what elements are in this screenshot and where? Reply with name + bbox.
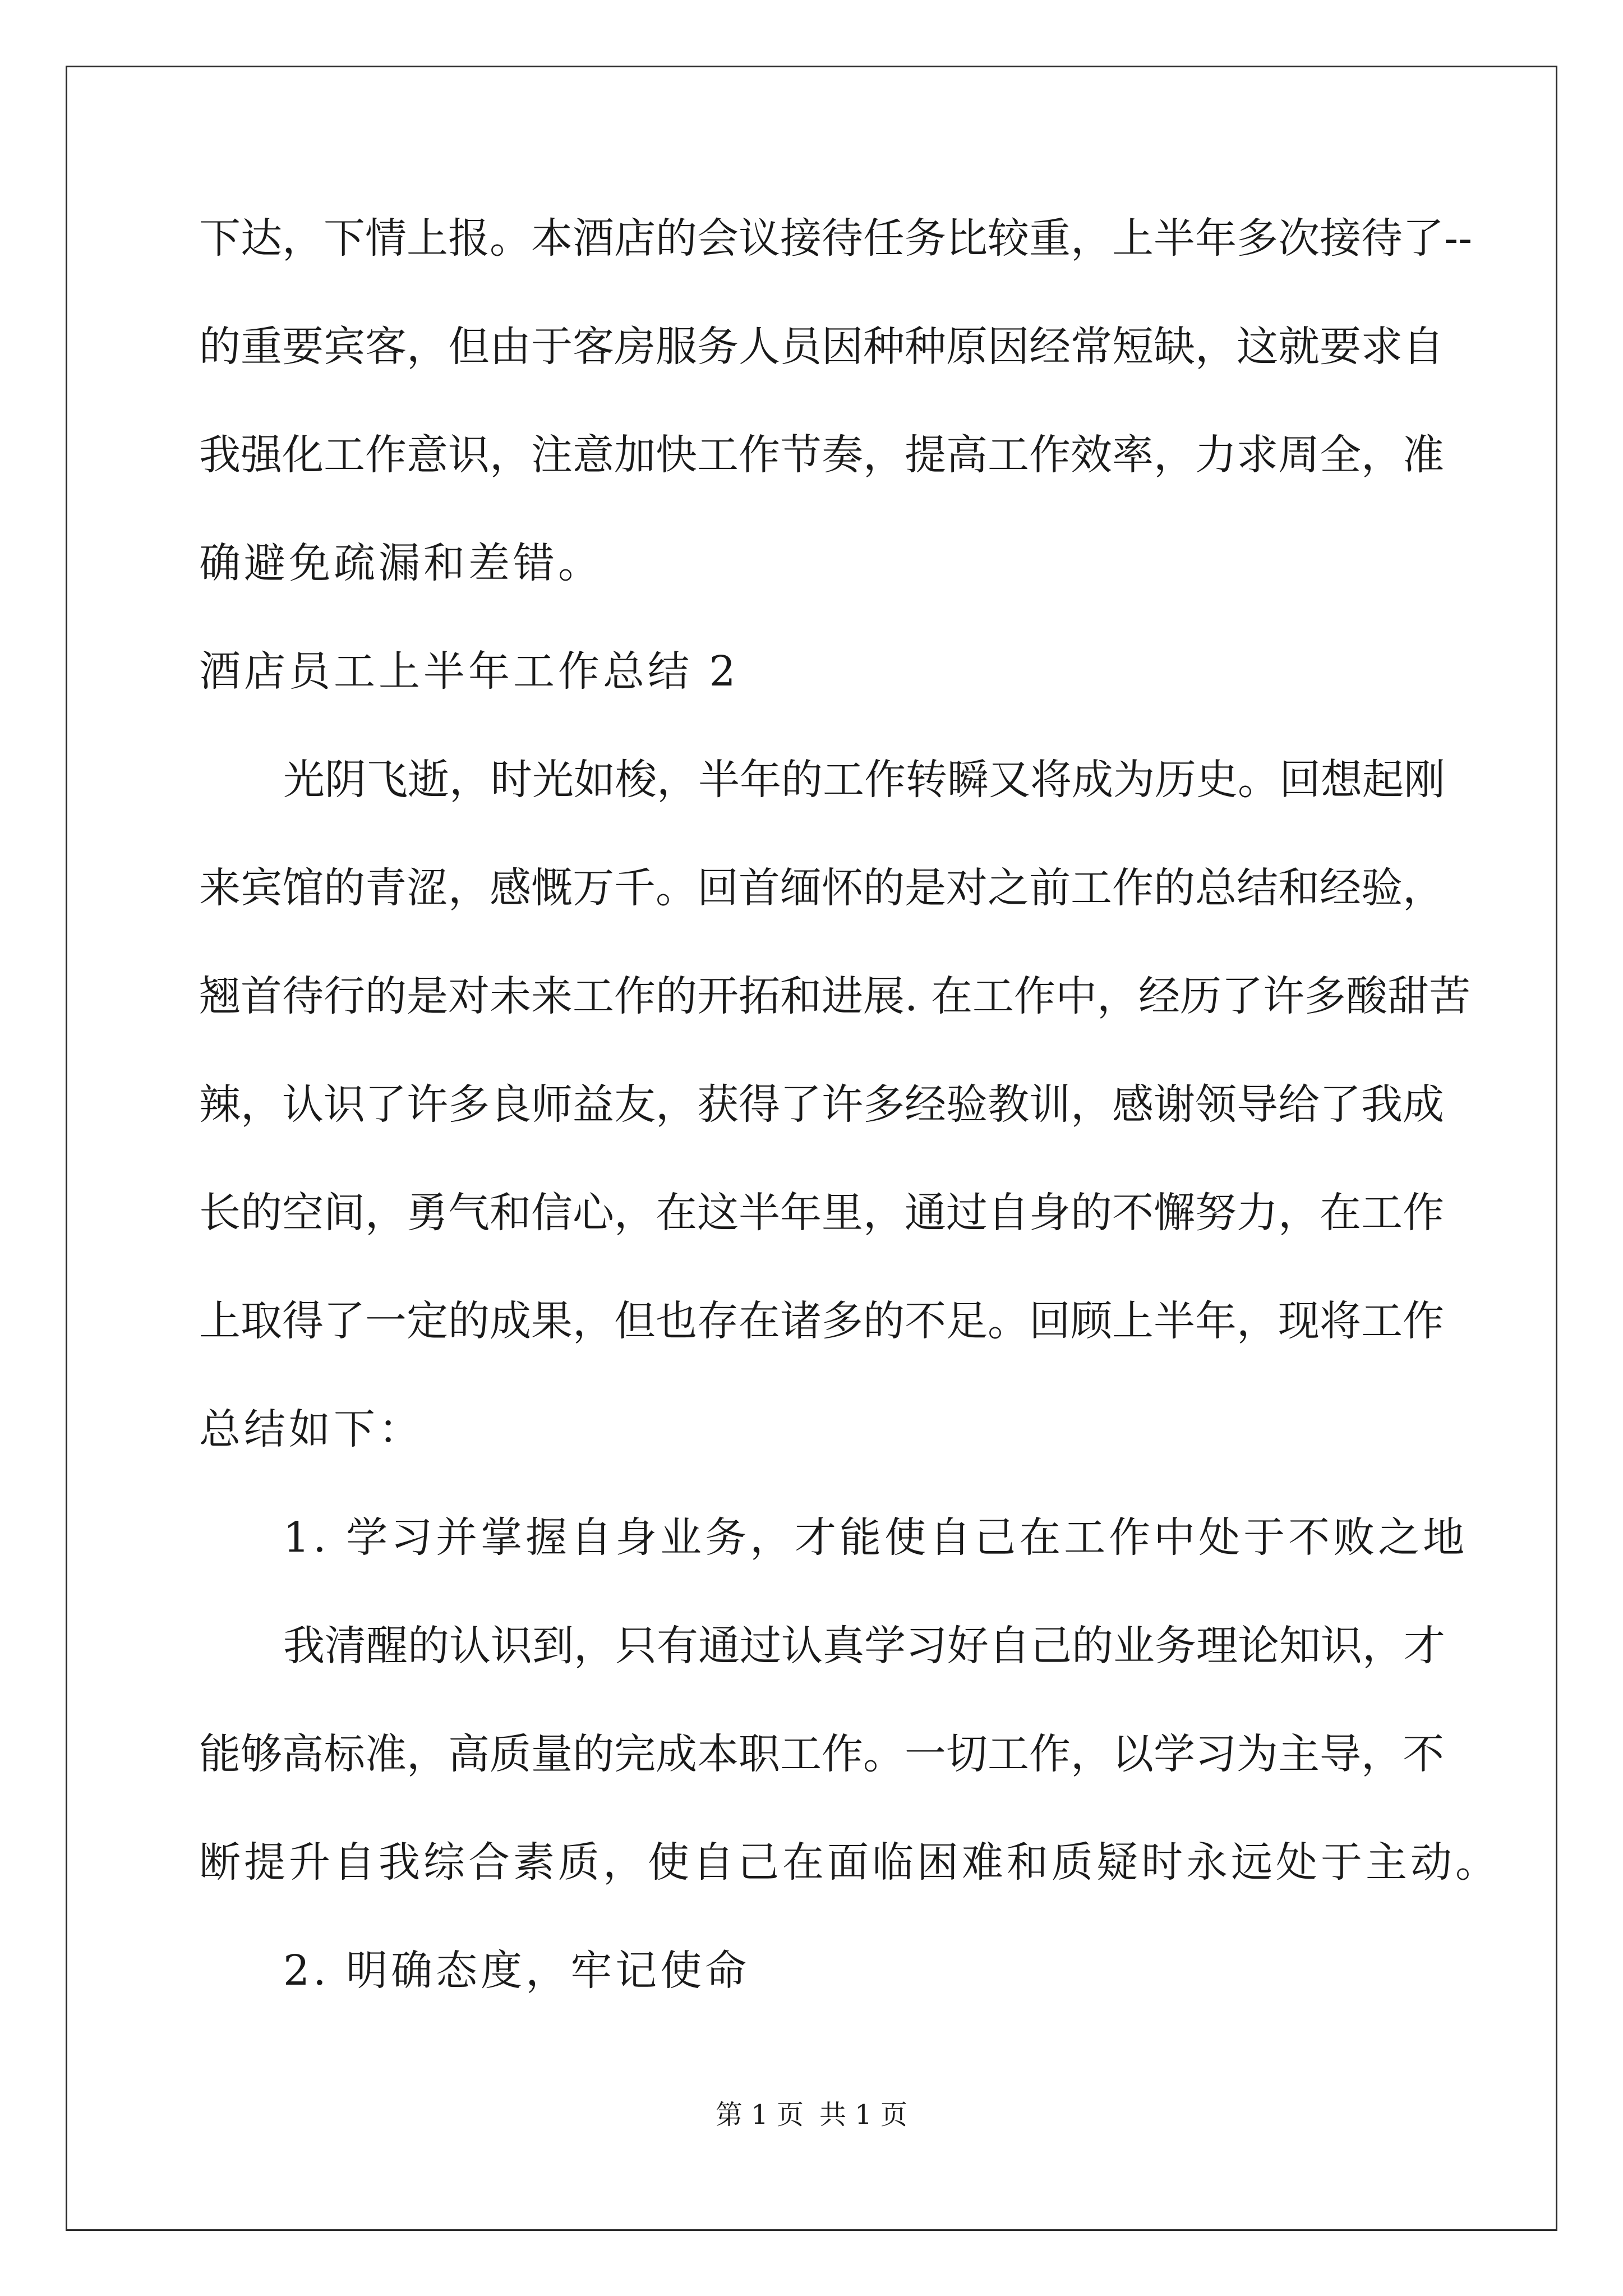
- body-line: 断提升自我综合素质，使自己在面临困难和质疑时永远处于主动。: [199, 1838, 1500, 1887]
- body-line: 长的空间，勇气和信心，在这半年里，通过自身的不懈努力，在工作: [199, 1189, 1444, 1237]
- page-border: [66, 66, 1557, 2231]
- section-heading: 酒店员工上半年工作总结 2: [199, 647, 739, 696]
- body-line: 来宾馆的青涩，感慨万千。回首缅怀的是对之前工作的总结和经验，: [199, 864, 1444, 912]
- body-line: 下达，下情上报。本酒店的会议接待任务比较重，上半年多次接待了--: [199, 214, 1473, 263]
- page-total: 共 1 页: [819, 2099, 908, 2131]
- body-line-indented: 光阴飞逝，时光如梭，半年的工作转瞬又将成为历史。回想起刚: [283, 756, 1445, 804]
- body-line: 的重要宾客，但由于客房服务人员因种种原因经常短缺，这就要求自: [199, 323, 1444, 371]
- body-line: 确避免疏漏和差错。: [199, 539, 603, 587]
- body-line: 总结如下：: [199, 1405, 423, 1453]
- list-item-heading: 1. 学习并掌握自身业务，才能使自己在工作中处于不败之地: [283, 1513, 1468, 1562]
- body-line: 上取得了一定的成果，但也存在诸多的不足。回顾上半年，现将工作: [199, 1297, 1444, 1345]
- page-number: 第 1 页: [715, 2099, 804, 2131]
- body-line: 我强化工作意识，注意加快工作节奏，提高工作效率，力求周全，准: [199, 431, 1444, 479]
- page-footer: [0, 2098, 1623, 2132]
- body-line: 辣，认识了许多良师益友，获得了许多经验教训，感谢领导给了我成: [199, 1080, 1444, 1129]
- body-line: 能够高标准，高质量的完成本职工作。一切工作，以学习为主导，不: [199, 1730, 1444, 1778]
- list-item-heading: 2. 明确态度，牢记使命: [283, 1947, 750, 1995]
- body-line: 翘首待行的是对未来工作的开拓和进展. 在工作中，经历了许多酸甜苦: [199, 972, 1471, 1020]
- body-line-indented: 我清醒的认识到，只有通过认真学习好自己的业务理论知识，才: [283, 1622, 1445, 1670]
